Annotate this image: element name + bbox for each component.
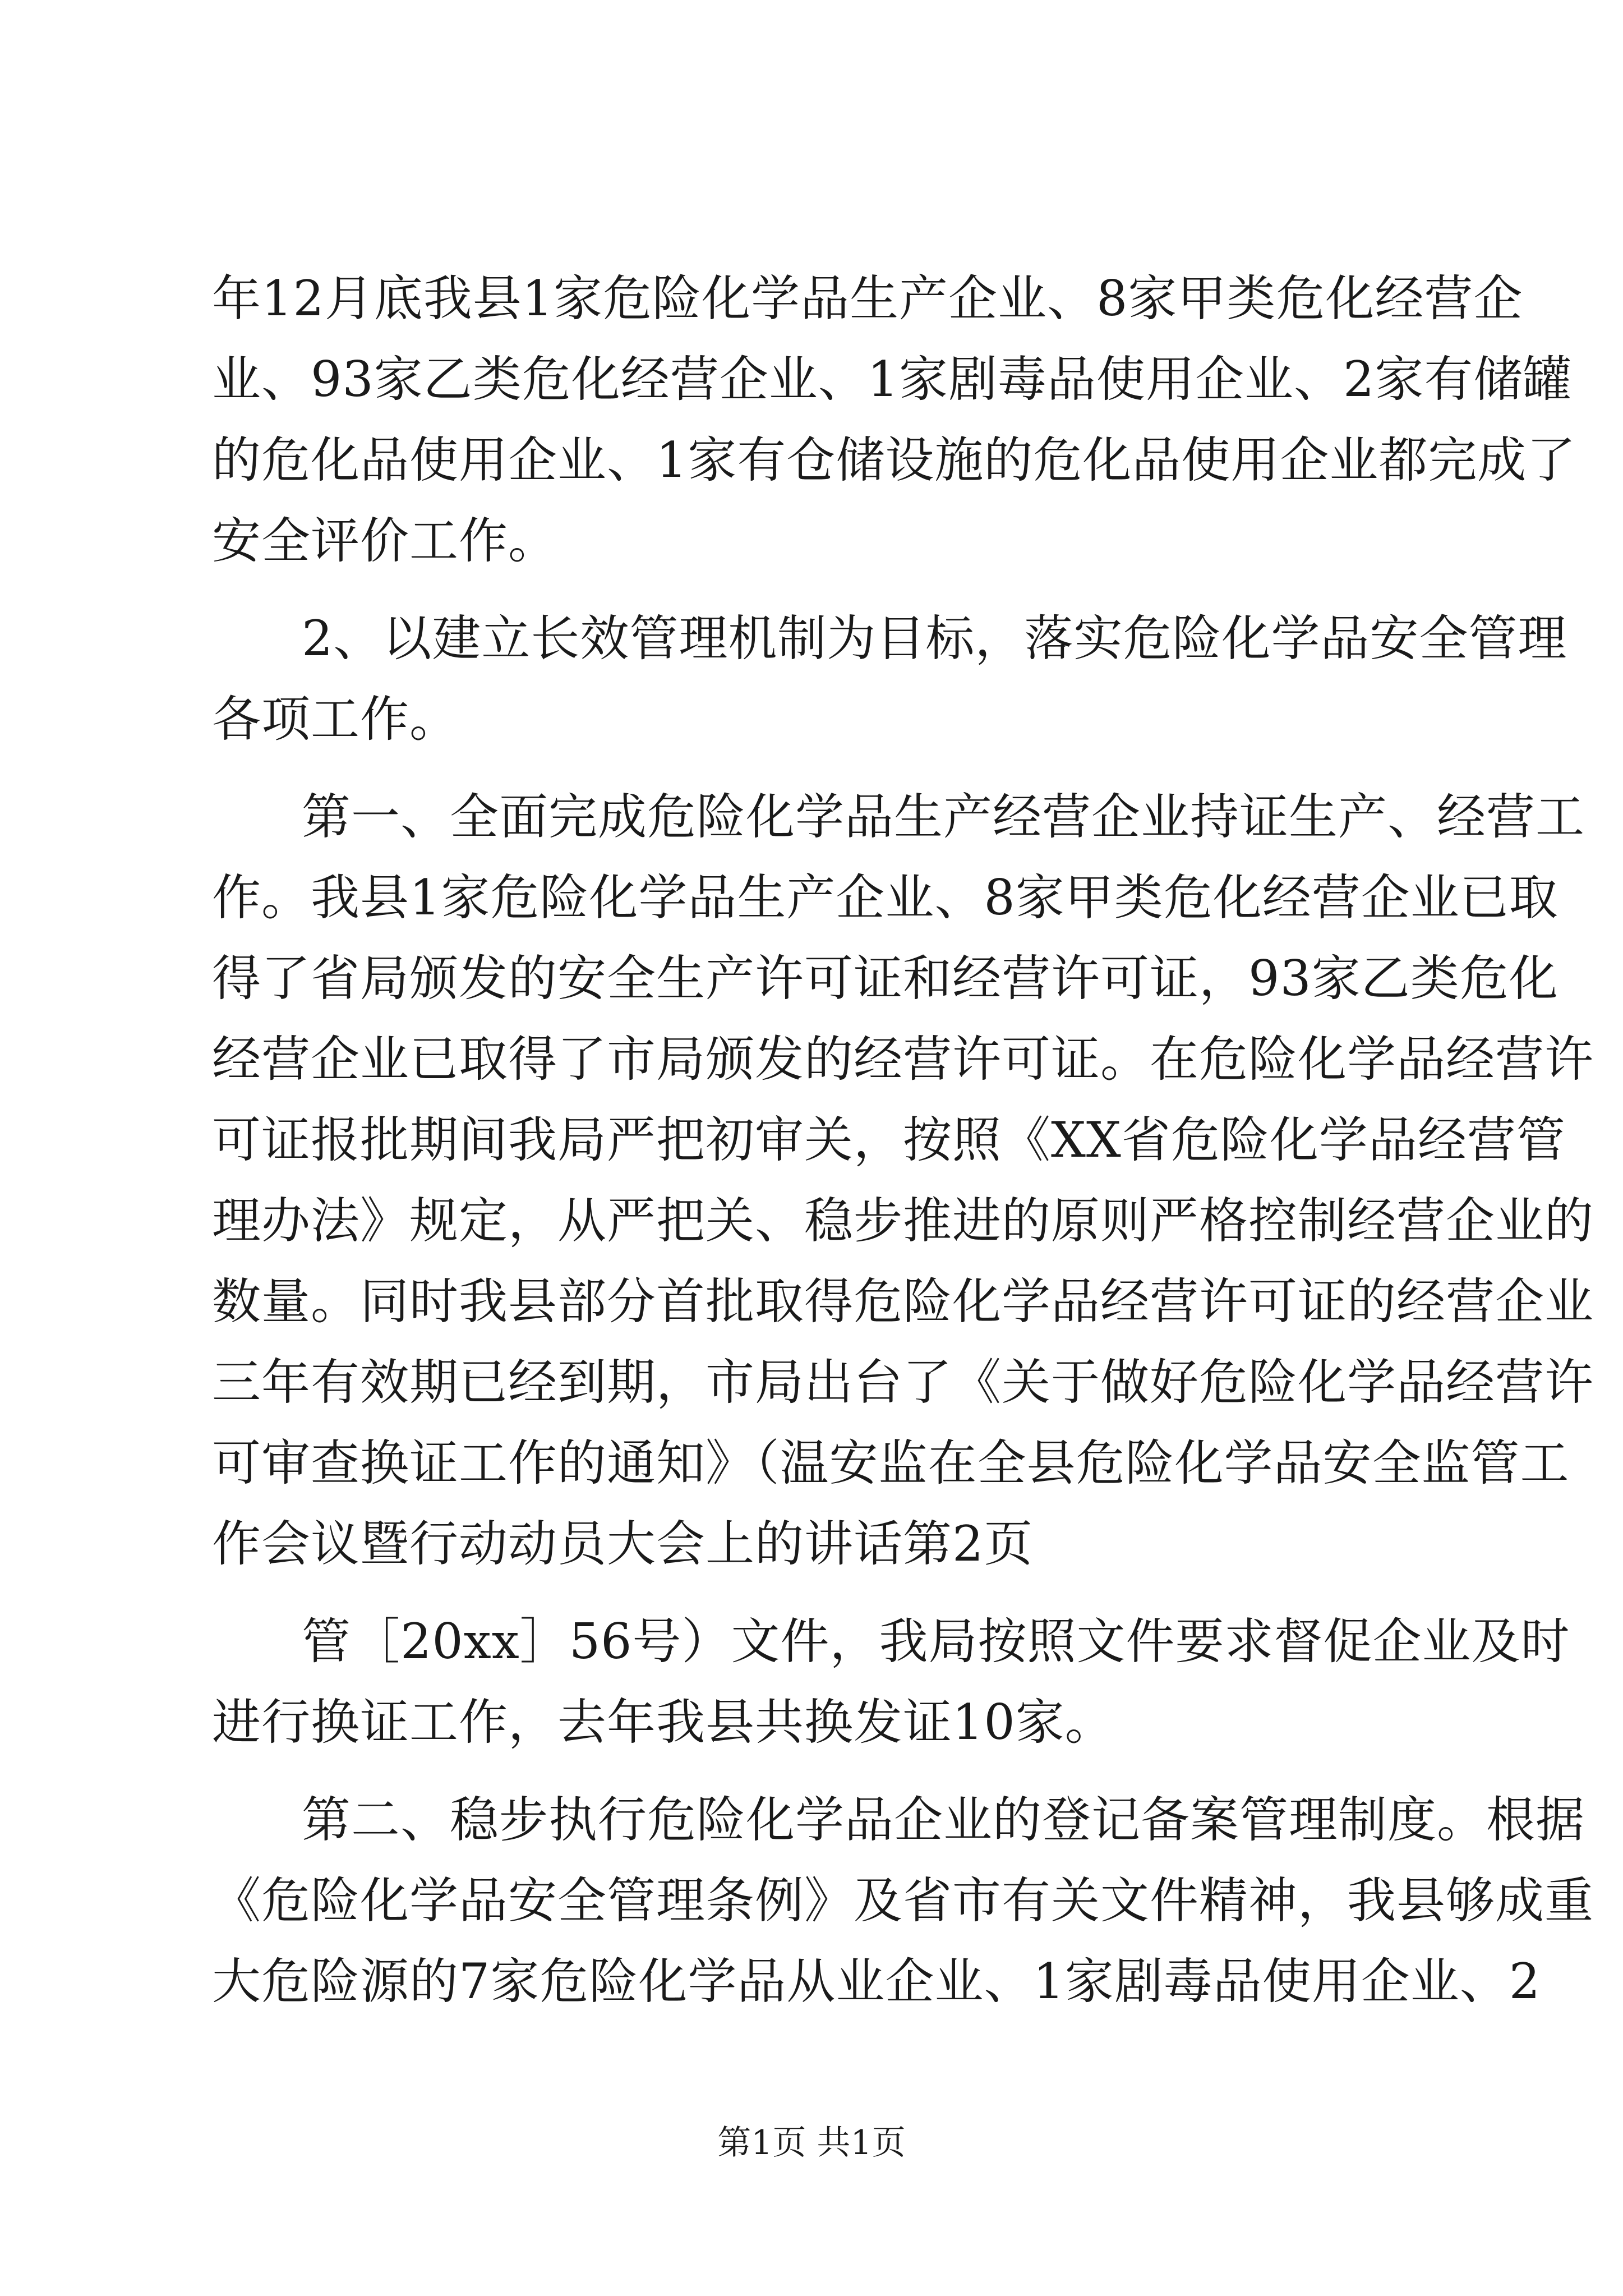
- text-line: 第二、稳步执行危险化学品企业的登记备案管理制度。根据: [302, 1791, 1585, 1848]
- page-footer: 第1页 共1页: [717, 2123, 906, 2162]
- text-line: 理办法》规定，从严把关、稳步推进的原则严格控制经营企业的: [212, 1192, 1594, 1249]
- text-line: 的危化品使用企业、1家有仓储设施的危化品使用企业都完成了: [212, 431, 1576, 489]
- text-line: 进行换证工作，去年我县共换发证10家。: [212, 1694, 1114, 1751]
- text-line: 三年有效期已经到期，市局出台了《关于做好危险化学品经营许: [212, 1354, 1594, 1411]
- text-line: 数量。同时我县部分首批取得危险化学品经营许可证的经营企业: [212, 1273, 1594, 1330]
- document-body: [212, 258, 1594, 2022]
- text-line: 第一、全面完成危险化学品生产经营企业持证生产、经营工: [302, 788, 1585, 845]
- text-line: 业、93家乙类危化经营企业、1家剧毒品使用企业、2家有储罐: [212, 351, 1573, 408]
- text-line: 年12月底我县1家危险化学品生产企业、8家甲类危化经营企: [212, 270, 1523, 327]
- text-line: 得了省局颁发的安全生产许可证和经营许可证，93家乙类危化: [212, 950, 1559, 1007]
- text-line: 2、以建立长效管理机制为目标，落实危险化学品安全管理: [302, 610, 1567, 667]
- text-line: 《危险化学品安全管理条例》及省市有关文件精神，我县够成重: [212, 1872, 1594, 1929]
- text-line: 经营企业已取得了市局颁发的经营许可证。在危险化学品经营许: [212, 1030, 1594, 1088]
- text-line: 作。我县1家危险化学品生产企业、8家甲类危化经营企业已取: [212, 869, 1559, 926]
- text-line: 可证报批期间我局严把初审关，按照《XX省危险化学品经营管: [212, 1111, 1566, 1168]
- text-line: 管［20xx］56号）文件，我局按照文件要求督促企业及时: [302, 1613, 1570, 1670]
- text-line: 各项工作。: [212, 691, 459, 748]
- text-line: 作会议暨行动动员大会上的讲话第2页: [212, 1515, 1034, 1572]
- text-line: 可审查换证工作的通知》（温安监在全县危险化学品安全监管工: [212, 1434, 1570, 1492]
- text-line: 大危险源的7家危险化学品从业企业、1家剧毒品使用企业、2: [212, 1953, 1541, 2010]
- text-line: 安全评价工作。: [212, 512, 557, 569]
